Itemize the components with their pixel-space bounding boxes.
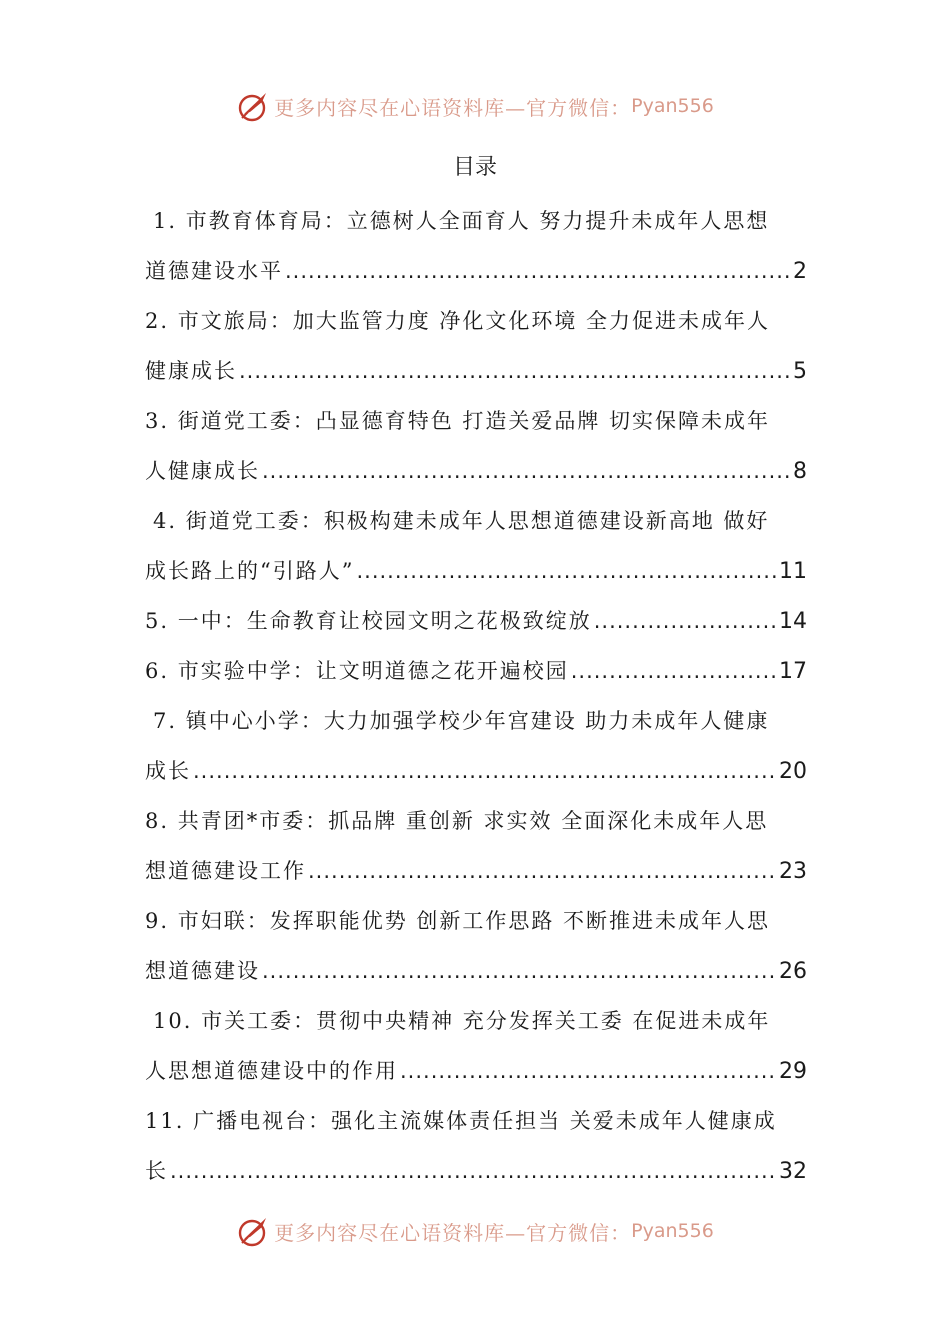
toc-entry-title[interactable] [145,496,807,546]
toc-entry-title[interactable] [145,796,807,846]
toc-page-number: 17 [779,659,807,684]
table-of-contents [145,196,807,1196]
toc-page-number: 14 [779,609,807,634]
toc-page-number: 32 [779,1159,807,1184]
toc-entry-title[interactable] [145,596,807,646]
banner-text: 更多内容尽在心语资料库—官方微信： [274,1220,632,1245]
toc-entry-text: 10. 市关工委：贯彻中央精神 充分发挥关工委 在促进未成年 [153,1009,771,1033]
toc-entry-text: 道德建设水平 [145,259,283,283]
toc-entry-text: 3. 街道党工委：凸显德育特色 打造关爱品牌 切实保障未成年 [145,409,771,433]
toc-entry-text: 人思想道德建设中的作用 [145,1059,398,1083]
toc-entry-text: 8. 共青团*市委：抓品牌 重创新 求实效 全面深化未成年人思 [145,809,769,833]
quill-logo-icon [236,1213,272,1249]
toc-entry-text: 想道德建设工作 [145,859,306,883]
toc-entry-title[interactable] [145,896,807,946]
toc-entry-text: 2. 市文旅局：加大监管力度 净化文化环境 全力促进未成年人 [145,309,771,333]
banner-wechat-id: Pyan556 [631,95,714,117]
dot-leader [571,646,777,696]
toc-entry-text: 11. 广播电视台：强化主流媒体责任担当 关爱未成年人健康成 [145,1109,777,1133]
toc-entry-title[interactable] [145,396,807,446]
banner-text: 更多内容尽在心语资料库—官方微信： [274,95,632,120]
dot-leader [400,1046,777,1096]
toc-entry-title[interactable] [145,1096,807,1146]
toc-entry-title[interactable] [145,996,807,1046]
dot-leader [285,246,791,296]
quill-logo-icon [236,88,272,124]
dot-leader [262,946,777,996]
toc-page-number: 5 [793,359,807,384]
toc-entry-continuation[interactable] [145,1146,807,1196]
toc-page-number: 2 [793,259,807,284]
toc-entry-text: 4. 街道党工委：积极构建未成年人思想道德建设新高地 做好 [153,509,770,533]
toc-entry-text: 想道德建设 [145,959,260,983]
toc-entry-text: 人健康成长 [145,459,260,483]
toc-entry-continuation[interactable] [145,946,807,996]
toc-page-number: 29 [779,1059,807,1084]
dot-leader [356,546,777,596]
toc-entry-continuation[interactable] [145,746,807,796]
header-banner [0,86,950,126]
toc-page-number: 11 [779,559,807,584]
toc-entry-continuation[interactable] [145,246,807,296]
toc-entry-text: 1. 市教育体育局：立德树人全面育人 努力提升未成年人思想 [153,209,770,233]
toc-entry-text: 健康成长 [145,359,237,383]
dot-leader [308,846,777,896]
toc-entry-title[interactable] [145,646,807,696]
page-title: 目录 [452,155,497,180]
dot-leader [170,1146,777,1196]
toc-entry-title[interactable] [145,696,807,746]
toc-page-number: 8 [793,459,807,484]
toc-page-number: 26 [779,959,807,984]
dot-leader [594,596,777,646]
toc-entry-title[interactable] [145,196,807,246]
toc-entry-text: 6. 市实验中学：让文明道德之花开遍校园 [145,659,569,683]
dot-leader [193,746,777,796]
toc-entry-continuation[interactable] [145,846,807,896]
toc-entry-continuation[interactable] [145,1046,807,1096]
toc-entry-continuation[interactable] [145,546,807,596]
dot-leader [239,346,791,396]
toc-entry-continuation[interactable] [145,346,807,396]
dot-leader [262,446,791,496]
toc-page-number: 23 [779,859,807,884]
toc-entry-text: 7. 镇中心小学：大力加强学校少年宫建设 助力未成年人健康 [153,709,770,733]
toc-entry-title[interactable] [145,296,807,346]
footer-banner [0,1211,950,1251]
banner-wechat-id: Pyan556 [631,1220,714,1242]
toc-entry-text: 9. 市妇联：发挥职能优势 创新工作思路 不断推进未成年人思 [145,909,771,933]
toc-entry-text: 长 [145,1159,168,1183]
toc-entry-text: 成长 [145,759,191,783]
toc-entry-continuation[interactable] [145,446,807,496]
toc-entry-text: 成长路上的“引路人” [145,559,355,583]
toc-entry-text: 5. 一中：生命教育让校园文明之花极致绽放 [145,609,592,633]
toc-page-number: 20 [779,759,807,784]
